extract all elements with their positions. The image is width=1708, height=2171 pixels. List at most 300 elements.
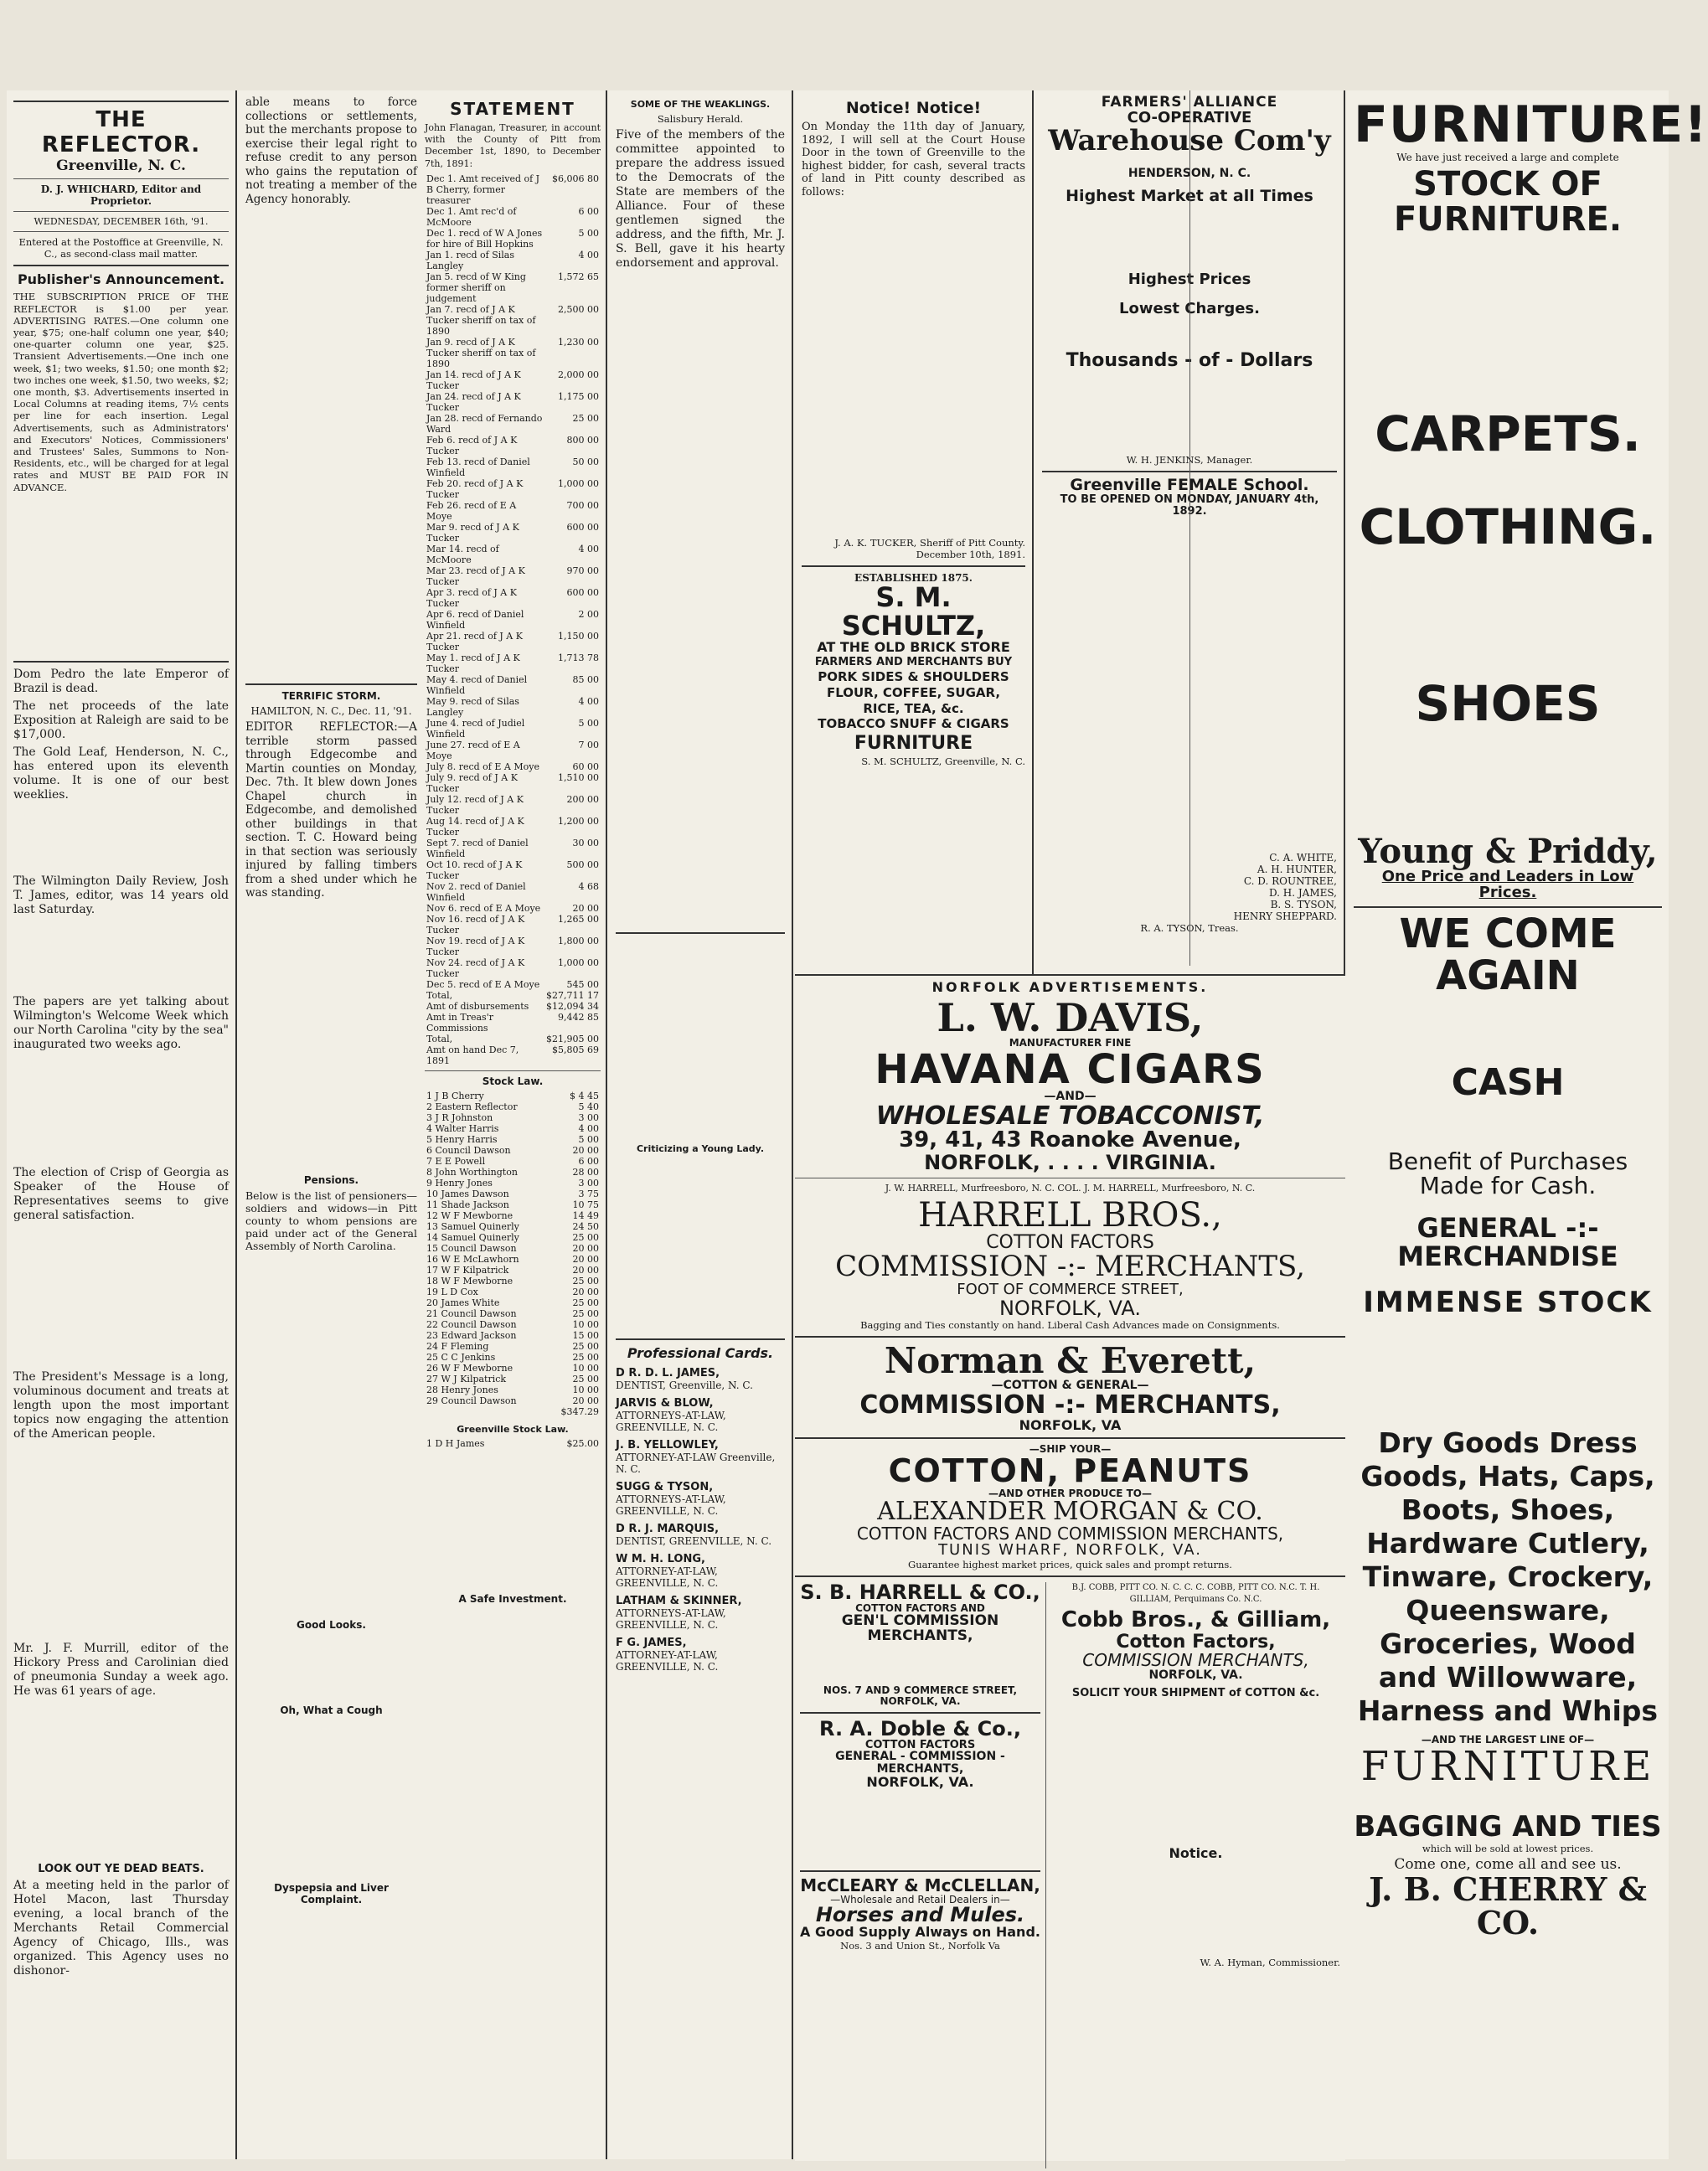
stock-law-row-label: 4 Walter Harris [426, 1122, 499, 1134]
stock-law-row-amount: 24 50 [572, 1220, 599, 1232]
ledger-row [425, 1034, 601, 1044]
ledger-row-label: Dec 5. recd of E A Moye [426, 978, 540, 990]
davis-name: L. W. DAVIS, [937, 995, 1204, 1040]
norfolk-heading: NORFOLK ADVERTISEMENTS. [931, 979, 1209, 995]
weaklings-text: Five of the members of the committee appointed to prepare the address issued to the Democrats of the State are members of the Alliance. Four of these gentlemen signed the address, and the fifth, Mr. J. S. Bell, gave it his hearty endorsement and approval. [616, 128, 785, 271]
stock-law-row [425, 1363, 601, 1374]
ledger-row [425, 369, 601, 391]
stock-law-row [425, 1297, 601, 1308]
davis-wholesale: WHOLESALE TOBACCONIST, [875, 1101, 1265, 1131]
ship-your: —SHIP YOUR— [1029, 1443, 1112, 1456]
ledger-row [425, 304, 601, 337]
ledger-row [425, 544, 601, 565]
agency-text-body [245, 209, 417, 678]
ledger-row-label: Jan 1. recd of Silas Langley [426, 249, 514, 271]
harrell-note: Bagging and Ties constantly on hand. Liberal Cash Advances made on Consignments. [860, 1319, 1280, 1332]
sbh-sub: COTTON FACTORS AND [855, 1602, 985, 1615]
good-looks-heading: Good Looks. [297, 1619, 366, 1631]
davis-city: NORFOLK, . . . . VIRGINIA. [924, 1150, 1216, 1174]
ledger-row-amount: 1,713 78 [558, 652, 599, 663]
stock-law-row-amount: 20 00 [572, 1395, 599, 1406]
harrell-names: J. W. HARRELL, Murfreesboro, N. C. COL. J. M. HARRELL, Murfreesboro, N. C. [885, 1182, 1256, 1194]
stock-law-row-label: 15 Council Dawson [426, 1242, 517, 1254]
cc-comm: COMMISSION MERCHANTS, [1082, 1649, 1309, 1670]
news-item-murrill: Mr. J. F. Murrill, editor of the Hickory Press and Carolinian died of pneumonia Sunday a week ago. He was 61 years of age. [13, 1641, 229, 1698]
publisher-text: THE SUBSCRIPTION PRICE OF THE REFLECTOR is $1.00 per year. ADVERTISING RATES.—One column one year, $75; one-half column one year, $40; one-quarter column one year, $25. Transient Advertisements.—One inch one week, $1; two weeks, $1.50; one month $2; two inches one week, $1.50, two weeks, $2; one month, $3. Advertisements inserted in Local Columns at reading items, 7½ cents per line for each insertion. Legal Advertisements, such as Administrators' and Executors' Notices, Commissioners' and Trustees' Sales, Summons to Non-Residents, etc., will be charged for at legal rates and MUST BE PAID FOR IN ADVANCE. [13, 291, 229, 493]
ledger-row-amount: 7 00 [578, 739, 599, 750]
professional-card [616, 1482, 785, 1517]
professional-cards-list [616, 1368, 785, 1673]
divider [795, 1336, 1345, 1338]
gv-stock-law-heading: Greenville Stock Law. [457, 1423, 569, 1435]
gfs-open: TO BE OPENED ON MONDAY, JANUARY 4th, 1892. [1060, 493, 1319, 518]
stock-law-table [425, 1091, 601, 1417]
stock-law-row-label: 7 E E Powell [426, 1155, 486, 1167]
ledger-row-amount: $12,094 34 [546, 1000, 599, 1012]
harrell-firm: HARRELL BROS., [918, 1196, 1222, 1235]
notice2-sign: W. A. Hyman, Commissioner. [1200, 1957, 1340, 1969]
stock-law-row [425, 1156, 601, 1167]
statement-intro: John Flanagan, Treasurer, in account with the County of Pitt from December 1st, 1890, to December 7th, 1891: [425, 122, 601, 169]
ledger-row-label: Oct 10. recd of J A K Tucker [426, 859, 523, 881]
ledger-row [425, 250, 601, 271]
ledger-row [425, 979, 601, 990]
harrell-addr: FOOT OF COMMERCE STREET, [957, 1280, 1184, 1298]
divider [795, 1575, 1345, 1577]
cc-body [1051, 1699, 1340, 1842]
dyspepsia-heading: Dyspepsia and Liver Complaint. [274, 1882, 389, 1905]
stock-law-row-amount: 25 00 [572, 1231, 599, 1243]
fa-prices: Highest Prices [1127, 271, 1251, 289]
ship-other: —AND OTHER PRODUCE TO— [988, 1487, 1153, 1499]
divider [800, 1870, 1040, 1872]
doble-city: NORFOLK, VA. [866, 1773, 974, 1790]
stock-law-row-amount: 25 00 [572, 1307, 599, 1319]
ledger-row [425, 206, 601, 228]
stock-law-row [425, 1287, 601, 1297]
stock-law-row-amount: 6 00 [578, 1155, 599, 1167]
mcc-addr: Nos. 3 and Union St., Norfolk Va [840, 1940, 1000, 1952]
news-item-dom-pedro: Dom Pedro the late Emperor of Brazil is dead. [13, 667, 229, 695]
ledger-row [425, 838, 601, 859]
stock-law-row-amount: 10 00 [572, 1384, 599, 1395]
ledger-row-label: Nov 2. recd of Daniel Winfield [426, 880, 526, 903]
sbh-comm: GEN'L COMMISSION MERCHANTS, [841, 1611, 999, 1644]
card-line: ATTORNEY-AT-LAW, GREENVILLE, N. C. [616, 1649, 719, 1673]
gfs-committee-member: B. S. TYSON, [1270, 899, 1337, 911]
clothing-body [1354, 553, 1662, 678]
stock-law-row-amount: 15 00 [572, 1329, 599, 1341]
stock-law-row [425, 1199, 601, 1210]
immense-body [1354, 1318, 1662, 1426]
masthead-editor: D. J. WHICHARD, Editor and Proprietor. [40, 183, 202, 207]
notice2-heading: Notice. [1169, 1845, 1223, 1862]
stock-law-row-amount: 5 40 [578, 1101, 599, 1112]
stock-law-row-amount: $ 4 45 [570, 1090, 599, 1101]
stock-law-row-amount: 20 00 [572, 1253, 599, 1265]
davis-addr: 39, 41, 43 Roanoke Avenue, [899, 1127, 1241, 1153]
cough-heading: Oh, What a Cough [280, 1704, 383, 1716]
notice2-body [1051, 1864, 1340, 1957]
benefit-headline: Benefit of Purchases Made for Cash. [1387, 1147, 1628, 1200]
stock-law-row-label: 26 W F Mewborne [426, 1362, 513, 1374]
ledger-row-label: Nov 19. recd of J A K Tucker [426, 935, 525, 957]
ledger-row [425, 696, 601, 718]
ledger-row-label: Aug 14. recd of J A K Tucker [426, 815, 524, 838]
stock-law-row [425, 1341, 601, 1352]
stock-law-row [425, 1091, 601, 1101]
gfs-committee-member: C. A. WHITE, [1269, 852, 1337, 864]
largest-line: —AND THE LARGEST LINE OF— [1421, 1734, 1595, 1746]
divider [245, 683, 417, 685]
ledger-row [425, 859, 601, 881]
ledger-row-label: Total, [426, 989, 453, 1001]
statement-ledger [425, 173, 601, 1066]
stock-law-row-label: 12 W F Mewborne [426, 1209, 513, 1221]
stock-law-row-amount: 3 00 [578, 1177, 599, 1189]
ledger-row [425, 990, 601, 1001]
card-line: ATTORNEYS-AT-LAW, GREENVILLE, N. C. [616, 1493, 726, 1518]
masthead-place: Greenville, N. C. [56, 157, 186, 174]
stock-law-row-label: 10 James Dawson [426, 1188, 509, 1199]
come-again-headline: WE COME AGAIN [1399, 910, 1617, 1000]
ledger-row-label: Nov 24. recd of J A K Tucker [426, 957, 525, 979]
schultz-established: ESTABLISHED 1875. [854, 572, 973, 585]
divider [13, 211, 229, 212]
ledger-row-amount: 970 00 [566, 565, 599, 576]
stock-law-row [425, 1134, 601, 1145]
card-name: D R. D. L. JAMES, [616, 1367, 720, 1380]
card-line: ATTORNEYS-AT-LAW, GREENVILLE, N. C. [616, 1607, 726, 1632]
ledger-row-label: Jan 5. recd of W King former sheriff on judgement [426, 271, 526, 304]
schultz-sign: S. M. SCHULTZ, Greenville, N. C. [861, 755, 1025, 768]
fa-thousands: Thousands - of - Dollars [1066, 349, 1313, 371]
ledger-row-amount: 25 00 [572, 412, 599, 424]
ledger-row [425, 1044, 601, 1066]
ledger-row [425, 522, 601, 544]
stock-law-row [425, 1232, 601, 1243]
stock-law-row-amount: 25 00 [572, 1340, 599, 1352]
young-priddy-name: Young & Priddy, [1358, 831, 1658, 871]
professional-cards-heading: Professional Cards. [627, 1345, 774, 1362]
ledger-row-label: Feb 13. recd of Daniel Winfield [426, 456, 530, 478]
fa-sign: W. H. JENKINS, Manager. [1126, 453, 1253, 466]
sbh-firm: S. B. HARRELL & CO., [800, 1580, 1040, 1604]
bagging-note: which will be sold at lowest prices. [1422, 1842, 1594, 1854]
davis-and: —AND— [1044, 1090, 1097, 1104]
gfs-committee-member: C. D. ROUNTREE, [1243, 875, 1337, 888]
stock-law-row-label: 25 C C Jenkins [426, 1351, 496, 1363]
ledger-row-amount: 1,265 00 [558, 913, 599, 925]
storm-text: EDITOR REFLECTOR:—A terrible storm passed through Edgecombe and Martin counties on Monday, Dec. 7th. It blew down Jones Chapel church in Edgecombe, and demolished other buildings in that section. T. C. Howard being in that section was seriously injured by falling timbers from a shed under which he was standing. [245, 720, 417, 900]
ledger-row-label: July 12. recd of J A K Tucker [426, 793, 524, 816]
general-headline: GENERAL -:- MERCHANDISE [1397, 1212, 1618, 1272]
gv-stock-row [425, 1438, 601, 1449]
ledger-row [425, 391, 601, 413]
ledger-row-label: Apr 6. recd of Daniel Winfield [426, 608, 524, 631]
ledger-row-amount: 500 00 [566, 859, 599, 870]
stock-law-heading: Stock Law. [482, 1075, 544, 1087]
column-6 [1347, 90, 1708, 2159]
stock-law-row [425, 1276, 601, 1287]
stock-law-row [425, 1221, 601, 1232]
ledger-row [425, 903, 601, 914]
stock-law-row-amount: 20 00 [572, 1242, 599, 1254]
divider [616, 1338, 785, 1340]
stock-law-row-label: 27 W J Kilpatrick [426, 1373, 507, 1385]
card-line: DENTIST, GREENVILLE, N. C. [616, 1535, 772, 1548]
notice-text: On Monday the 11th day of January, 1892, I will sell at the Court House Door in the town of Greenville to the highest bidder, for cash, several tracts of land in Pitt county described as follows: [802, 121, 1025, 199]
stock-law-row-label: 20 James White [426, 1297, 500, 1308]
ledger-row [425, 816, 601, 838]
stock-headline: STOCK OF FURNITURE. [1393, 165, 1623, 240]
ledger-row-amount: $21,905 00 [546, 1033, 599, 1044]
gfs-committee-member: D. H. JAMES, [1268, 887, 1337, 900]
ledger-row [425, 500, 601, 522]
card-name: JARVIS & BLOW, [616, 1397, 714, 1410]
gv-stock-row-label: 1 D H James [426, 1437, 485, 1449]
stock-law-row [425, 1265, 601, 1276]
furniture2-headline: FURNITURE [1360, 1742, 1655, 1790]
fa-name: Warehouse Com'y [1048, 123, 1331, 157]
storm-heading: TERRIFIC STORM. [281, 690, 381, 702]
harrell-comm: COMMISSION -:- MERCHANTS, [835, 1250, 1305, 1284]
ledger-row-label: Dec 1. recd of W A Jones for hire of Bill Hopkins [426, 227, 543, 250]
statement-heading: STATEMENT [450, 99, 575, 119]
professional-card [616, 1524, 785, 1547]
ledger-row-amount: 4 68 [578, 880, 599, 892]
ledger-row-label: Feb 26. recd of E A Moye [426, 499, 517, 522]
stock-law-row-label: 3 J R Johnston [426, 1111, 493, 1123]
ledger-row-label: Mar 9. recd of J A K Tucker [426, 521, 519, 544]
stock-law-row-label: 21 Council Dawson [426, 1307, 517, 1319]
ledger-row-label: Jan 7. recd of J A K Tucker sheriff on tax of 1890 [426, 303, 536, 337]
card-line: ATTORNEY-AT-LAW Greenville, N. C. [616, 1452, 776, 1476]
schultz-line: PORK SIDES & SHOULDERS [818, 669, 1009, 685]
stock-law-row [425, 1374, 601, 1385]
ledger-row [425, 1001, 601, 1012]
news-item-message: The President's Message is a long, voluminous document and treats at length upon the most important topics now engaging the attention of the American people. [13, 1369, 229, 1441]
stock-law-row [425, 1254, 601, 1265]
carpets-body [1354, 460, 1662, 502]
ledger-row-amount: 2,500 00 [558, 303, 599, 315]
ledger-row-amount: 200 00 [566, 793, 599, 805]
am-sub: COTTON FACTORS AND COMMISSION MERCHANTS, [856, 1523, 1284, 1544]
ledger-row [425, 435, 601, 456]
investment-heading: A Safe Investment. [458, 1592, 567, 1605]
stock-law-row [425, 1101, 601, 1112]
furniture-headline: FURNITURE! [1354, 95, 1708, 154]
news-item-gold-leaf: The Gold Leaf, Henderson, N. C., has entered upon its eleventh volume. It is one of our best weeklies. [13, 745, 229, 802]
ledger-row-label: June 4. recd of Judiel Winfield [426, 717, 525, 740]
card-name: SUGG & TYSON, [616, 1481, 714, 1494]
ledger-row-amount: 545 00 [566, 978, 599, 990]
divider [13, 231, 229, 232]
divider [425, 1070, 601, 1071]
fa-lowest: Lowest Charges. [1119, 299, 1260, 317]
column-2 [239, 90, 607, 2159]
stock-law-row-amount: 10 75 [572, 1199, 599, 1210]
professional-card [616, 1368, 785, 1391]
column-3 [609, 90, 793, 2159]
ledger-row [425, 609, 601, 631]
stock-law-row-amount: 10 00 [572, 1318, 599, 1330]
ledger-row-amount: 1,230 00 [558, 336, 599, 348]
masthead-rule-top [13, 101, 229, 102]
stock-law-row-amount: 3 00 [578, 1111, 599, 1123]
ledger-row-amount: 600 00 [566, 586, 599, 598]
ledger-row-amount: 4 00 [578, 543, 599, 554]
ledger-row [425, 718, 601, 740]
ledger-row [425, 173, 601, 206]
ship-cotton: COTTON, PEANUTS [888, 1452, 1252, 1489]
ledger-row-amount: 2 00 [578, 608, 599, 620]
mcc-sub: —Wholesale and Retail Dealers in— [830, 1893, 1010, 1905]
ledger-row [425, 881, 601, 903]
ledger-row-amount: 700 00 [566, 499, 599, 511]
ledger-row [425, 271, 601, 304]
gv-stock-row-amount: $25.00 [566, 1437, 599, 1449]
divider [13, 265, 229, 266]
ledger-row-amount: 1,200 00 [558, 815, 599, 827]
doble-firm: R. A. Doble & Co., [819, 1716, 1021, 1740]
ledger-row-amount: 5 00 [578, 227, 599, 239]
stock-law-row [425, 1385, 601, 1395]
divider [1354, 906, 1662, 908]
schultz-lines [802, 657, 1025, 753]
stock-law-row-amount: 25 00 [572, 1373, 599, 1385]
ledger-row-label: Jan 24. recd of J A K Tucker [426, 390, 521, 413]
publisher-continued [13, 497, 229, 656]
schultz-store: AT THE OLD BRICK STORE [817, 638, 1010, 655]
weaklings-source: Salisbury Herald. [657, 113, 744, 125]
ledger-row-label: Amt of disbursements [426, 1000, 529, 1012]
ledger-row-amount: 9,442 85 [558, 1011, 599, 1023]
divider [13, 178, 229, 179]
stock-law-row-label: 22 Council Dawson [426, 1318, 517, 1330]
stock-law-row-amount: 20 00 [572, 1144, 599, 1156]
stock-law-row [425, 1167, 601, 1178]
notice-heading: Notice! Notice! [845, 99, 982, 117]
stock-law-row [425, 1112, 601, 1123]
stock-law-row-label: 24 F Fleming [426, 1340, 489, 1352]
ne-city: NORFOLK, VA [1019, 1416, 1122, 1433]
young-priddy-tag: One Price and Leaders in Low Prices. [1381, 867, 1634, 901]
am-firm: ALEXANDER MORGAN & CO. [877, 1497, 1263, 1527]
am-addr: TUNIS WHARF, NORFOLK, VA. [938, 1540, 1202, 1559]
stock-law-row-amount: 14 49 [572, 1209, 599, 1221]
stock-law-row-amount: 5 00 [578, 1133, 599, 1145]
doble-sub: COTTON FACTORS [864, 1738, 976, 1751]
harrell-city: NORFOLK, VA. [998, 1296, 1142, 1320]
ledger-row-amount: 1,510 00 [558, 771, 599, 783]
ledger-row-label: Total, [426, 1033, 453, 1044]
fa-top: FARMERS' ALLIANCE [1101, 94, 1278, 111]
ledger-row [425, 413, 601, 435]
stock-law-row [425, 1210, 601, 1221]
card-line: ATTORNEYS-AT-LAW, GREENVILLE, N. C. [616, 1410, 726, 1434]
shoes-body [1354, 730, 1662, 834]
davis-cigars: HAVANA CIGARS [875, 1045, 1266, 1093]
ledger-row-amount: 50 00 [572, 456, 599, 467]
doble-comm: GENERAL - COMMISSION - MERCHANTS, [835, 1750, 1005, 1777]
ne-comm: COMMISSION -:- MERCHANTS, [859, 1390, 1281, 1420]
card-name: LATHAM & SKINNER, [616, 1595, 742, 1608]
ledger-row-amount: 1,572 65 [558, 271, 599, 282]
davis-mfr: MANUFACTURER FINE [1009, 1037, 1132, 1049]
ledger-row-amount: 5 00 [578, 717, 599, 729]
cc-firm: Cobb Bros., & Gilliam, [1060, 1607, 1331, 1633]
lookout-text: At a meeting held in the parlor of Hotel Macon, last Thursday evening, a local branch of the Merchants Retail Commercial Agency of Chicago, Ills., was organized. This Agency uses no dishonor- [13, 1878, 229, 1978]
ledger-row-label: Mar 23. recd of J A K Tucker [426, 565, 525, 587]
schultz-line: FURNITURE [854, 733, 973, 755]
card-line: DENTIST, Greenville, N. C. [616, 1379, 753, 1392]
stock-law-row-amount: 3 75 [578, 1188, 599, 1199]
ledger-row-amount: 1,175 00 [558, 390, 599, 402]
carpets-headline: CARPETS. [1375, 405, 1641, 463]
gv-stock-law-table [425, 1438, 601, 1449]
ne-firm: Norman & Everett, [884, 1340, 1256, 1382]
ledger-row [425, 631, 601, 652]
mcc-goods: Horses and Mules. [815, 1903, 1025, 1927]
ledger-row [425, 794, 601, 816]
stock-law-row-label: 11 Shade Jackson [426, 1199, 509, 1210]
schultz-line: FARMERS AND MERCHANTS BUY [814, 656, 1013, 669]
ne-sub: —COTTON & GENERAL— [991, 1379, 1149, 1393]
immense-headline: IMMENSE STOCK [1363, 1285, 1653, 1319]
stock-law-row-label: 28 Henry Jones [426, 1384, 498, 1395]
ledger-row [425, 936, 601, 957]
weaklings-body [616, 274, 785, 927]
ledger-row-amount: 1,000 00 [558, 477, 599, 489]
ledger-row-label: Mar 14. recd of McMoore [426, 543, 499, 565]
stock-law-row [425, 1145, 601, 1156]
ledger-row [425, 456, 601, 478]
ledger-row-amount: 1,150 00 [558, 630, 599, 642]
ledger-row [425, 478, 601, 500]
ledger-row-label: Nov 16. recd of J A K Tucker [426, 913, 525, 936]
stock-law-row-amount: 25 00 [572, 1351, 599, 1363]
ledger-row-amount: 1,800 00 [558, 935, 599, 946]
stock-law-row-amount: 4 00 [578, 1122, 599, 1134]
cash-headline: CASH [1451, 1061, 1565, 1105]
card-name: J. B. YELLOWLEY, [616, 1439, 719, 1452]
ledger-row [425, 957, 601, 979]
cc-names: B.J. COBB, PITT CO. N. C. C. C. COBB, PITT CO. N.C. T. H. GILLIAM, Perquimans Co. N.C. [1071, 1582, 1320, 1605]
ledger-row-label: Dec 1. Amt rec'd of McMoore [426, 205, 517, 228]
ledger-row-amount: 4 00 [578, 249, 599, 260]
masthead-entered: Entered at the Postoffice at Greenville, N. C., as second-class mail matter. [18, 236, 224, 260]
stock-law-row [425, 1243, 601, 1254]
ledger-row [425, 565, 601, 587]
divider [800, 1712, 1040, 1714]
stock-law-row-label: 6 Council Dawson [426, 1144, 511, 1156]
pellet-ad [616, 939, 785, 1140]
news-item-crisp: The election of Crisp of Georgia as Speaker of the House of Representatives seems to give general satisfaction. [13, 1165, 229, 1222]
stock-law-row-amount: 28 00 [572, 1166, 599, 1178]
fa-high: Highest Market at all Times [1066, 187, 1313, 206]
doble-body [800, 1790, 1040, 1865]
ledger-row-amount: 20 00 [572, 902, 599, 914]
news-item-exposition: The net proceeds of the late Exposition at Raleigh are said to be $17,000. [13, 699, 229, 741]
fa-coop: CO-OPERATIVE [1127, 108, 1252, 126]
ledger-row-label: May 1. recd of J A K Tucker [426, 652, 520, 674]
storm-dateline: HAMILTON, N. C., Dec. 11, '91. [250, 705, 412, 717]
stock-law-row-amount: $347.29 [560, 1405, 599, 1417]
stock-law-row-label: 2 Eastern Reflector [426, 1101, 518, 1112]
stock-law-row [425, 1330, 601, 1341]
stock-law-row-label: 23 Edward Jackson [426, 1329, 517, 1341]
